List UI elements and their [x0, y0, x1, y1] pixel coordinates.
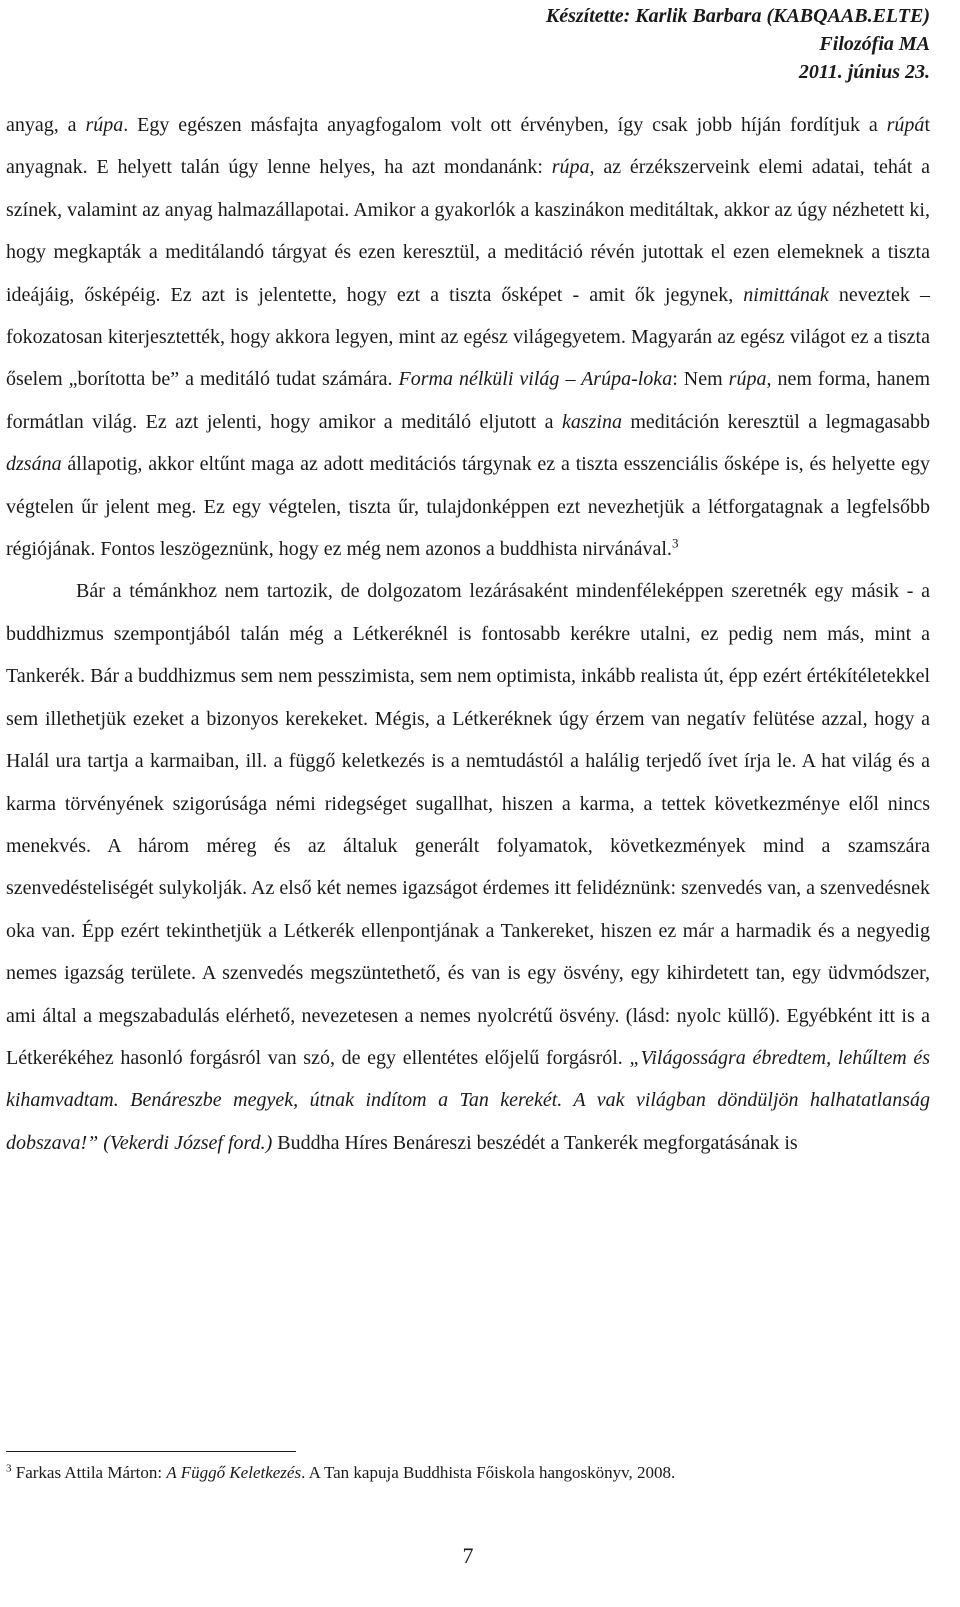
header-program: Filozófia MA [819, 33, 930, 55]
page-number: 7 [462, 1543, 474, 1568]
quotation: „Világosságra ébredtem, lehűltem és kihamvadtam. Benáreszbe megyek, útnak indítom a Tan kerekét. A vak világban döndüljön halhatatlanság dobszava!” (Vekerdi József ford.) [6, 1046, 930, 1154]
footnote-rest: . A Tan kapuja Buddhista Főiskola hangoskönyv, 2008. [301, 1463, 676, 1482]
header-author: Készítette: Karlik Barbara (KABQAAB.ELTE) [545, 5, 930, 27]
body-text [6, 104, 930, 1164]
paragraph-2: Bár a témánkhoz nem tartozik, de dolgozatom lezárásaként mindenféleképpen szeretnék egy másik - a buddhizmus szempontjából talán még a Létkeréknél is fontosabb kerékre utalni, ez pedig nem más, mint a Tankerék. Bár a buddhizmus sem nem pesszimista, sem nem optimista, inkább realista út, épp ezért értékítéletekkel sem illethetjük ezeket a bizonyos kerekeket. Mégis, a Létkeréknek úgy érzem van negatív felütése azzal, hogy a Halál ura tartja a karmaiban, ill. a függő keletkezés is a nemtudástól a halálig terjedő ívet írja le. A hat világ és a karma törvényének szigorúsága némi ridegséget sugallhat, hiszen a karma, a tettek következménye elől nincs menekvés. A három méreg és az általuk generált folyamatok, következmények mind a szamszára szenvedésteliségét sulykolják. Az első két nemes igazságot érdemes itt felidéznünk: szenvedés van, a szenvedésnek oka van. Épp ezért tekinthetjük a Létkerék ellenpontjának a Tankereket, hiszen ez már a harmadik és a negyedig nemes igazság területe. A szenvedés megszüntethető, és van is egy ösvény, egy kihirdetett tan, egy üdvmódszer, ami által a megszabadulás elérhető, nevezetesen a nemes nyolcrétű ösvény. (lásd: nyolc küllő). Egyébként itt is a Létkerékéhez hasonló forgásról van szó, de egy ellentétes előjelű forgásról. „Világosságra ébredtem, lehűltem és kihamvadtam. Benáreszbe megyek, útnak indítom a Tan kerekét. A vak világban döndüljön halhatatlanság dobszava!” (Vekerdi József ford.) Buddha Híres Benáreszi beszédét a Tankerék megforgatásának is [6, 580, 930, 1154]
footnote-author: Farkas Attila Márton: [15, 1463, 167, 1482]
footnote-number: 3 [6, 1462, 12, 1475]
footnote-divider [6, 1451, 296, 1452]
header-date: 2011. június 23. [798, 61, 930, 83]
footnote-title: A Függő Keletkezés [166, 1463, 302, 1482]
paragraph-1: anyag, a rúpa. Egy egészen másfajta anyagfogalom volt ott érvényben, így csak jobb híján fordítjuk a rúpát anyagnak. E helyett talán úgy lenne helyes, ha azt mondanánk: rúpa, az érzékszerveink elemi adatai, tehát a színek, valamint az anyag halmazállapotai. Amikor a gyakorlók a kaszinákon meditáltak, akkor az úgy nézhetett ki, hogy megkapták a meditálandó tárgyat és ezen keresztül, a meditáció révén jutottak el ezen elemeknek a tiszta ideájáig, ősképéig. Ez azt is jelentette, hogy ezt a tiszta ősképet - amit ők jegynek, nimittának neveztek – fokozatosan kiterjesztették, hogy akkora legyen, mint az egész világegyetem. Magyarán az egész világot ez a tiszta őselem „borította be” a meditáló tudat számára. Forma nélküli világ – Arúpa-loka: Nem rúpa, nem forma, hanem formátlan világ. Ez azt jelenti, hogy amikor a meditáló eljutott a kaszina meditáción keresztül a legmagasabb dzsána állapotig, akkor eltűnt maga az adott meditációs tárgynak ez a tiszta esszenciális ősképe is, és helyette egy végtelen űr jelent meg. Ez egy végtelen, tiszta űr, tulajdonképpen ezt nevezhetjük a létforgatagnak a legfelsőbb régiójának. Fontos leszögeznünk, hogy ez még nem azonos a buddhista nirvánával.$^3$ [6, 114, 931, 561]
footnote [6, 1462, 930, 1484]
footnote-reference: 3 [671, 535, 679, 551]
page-header [546, 2, 930, 86]
